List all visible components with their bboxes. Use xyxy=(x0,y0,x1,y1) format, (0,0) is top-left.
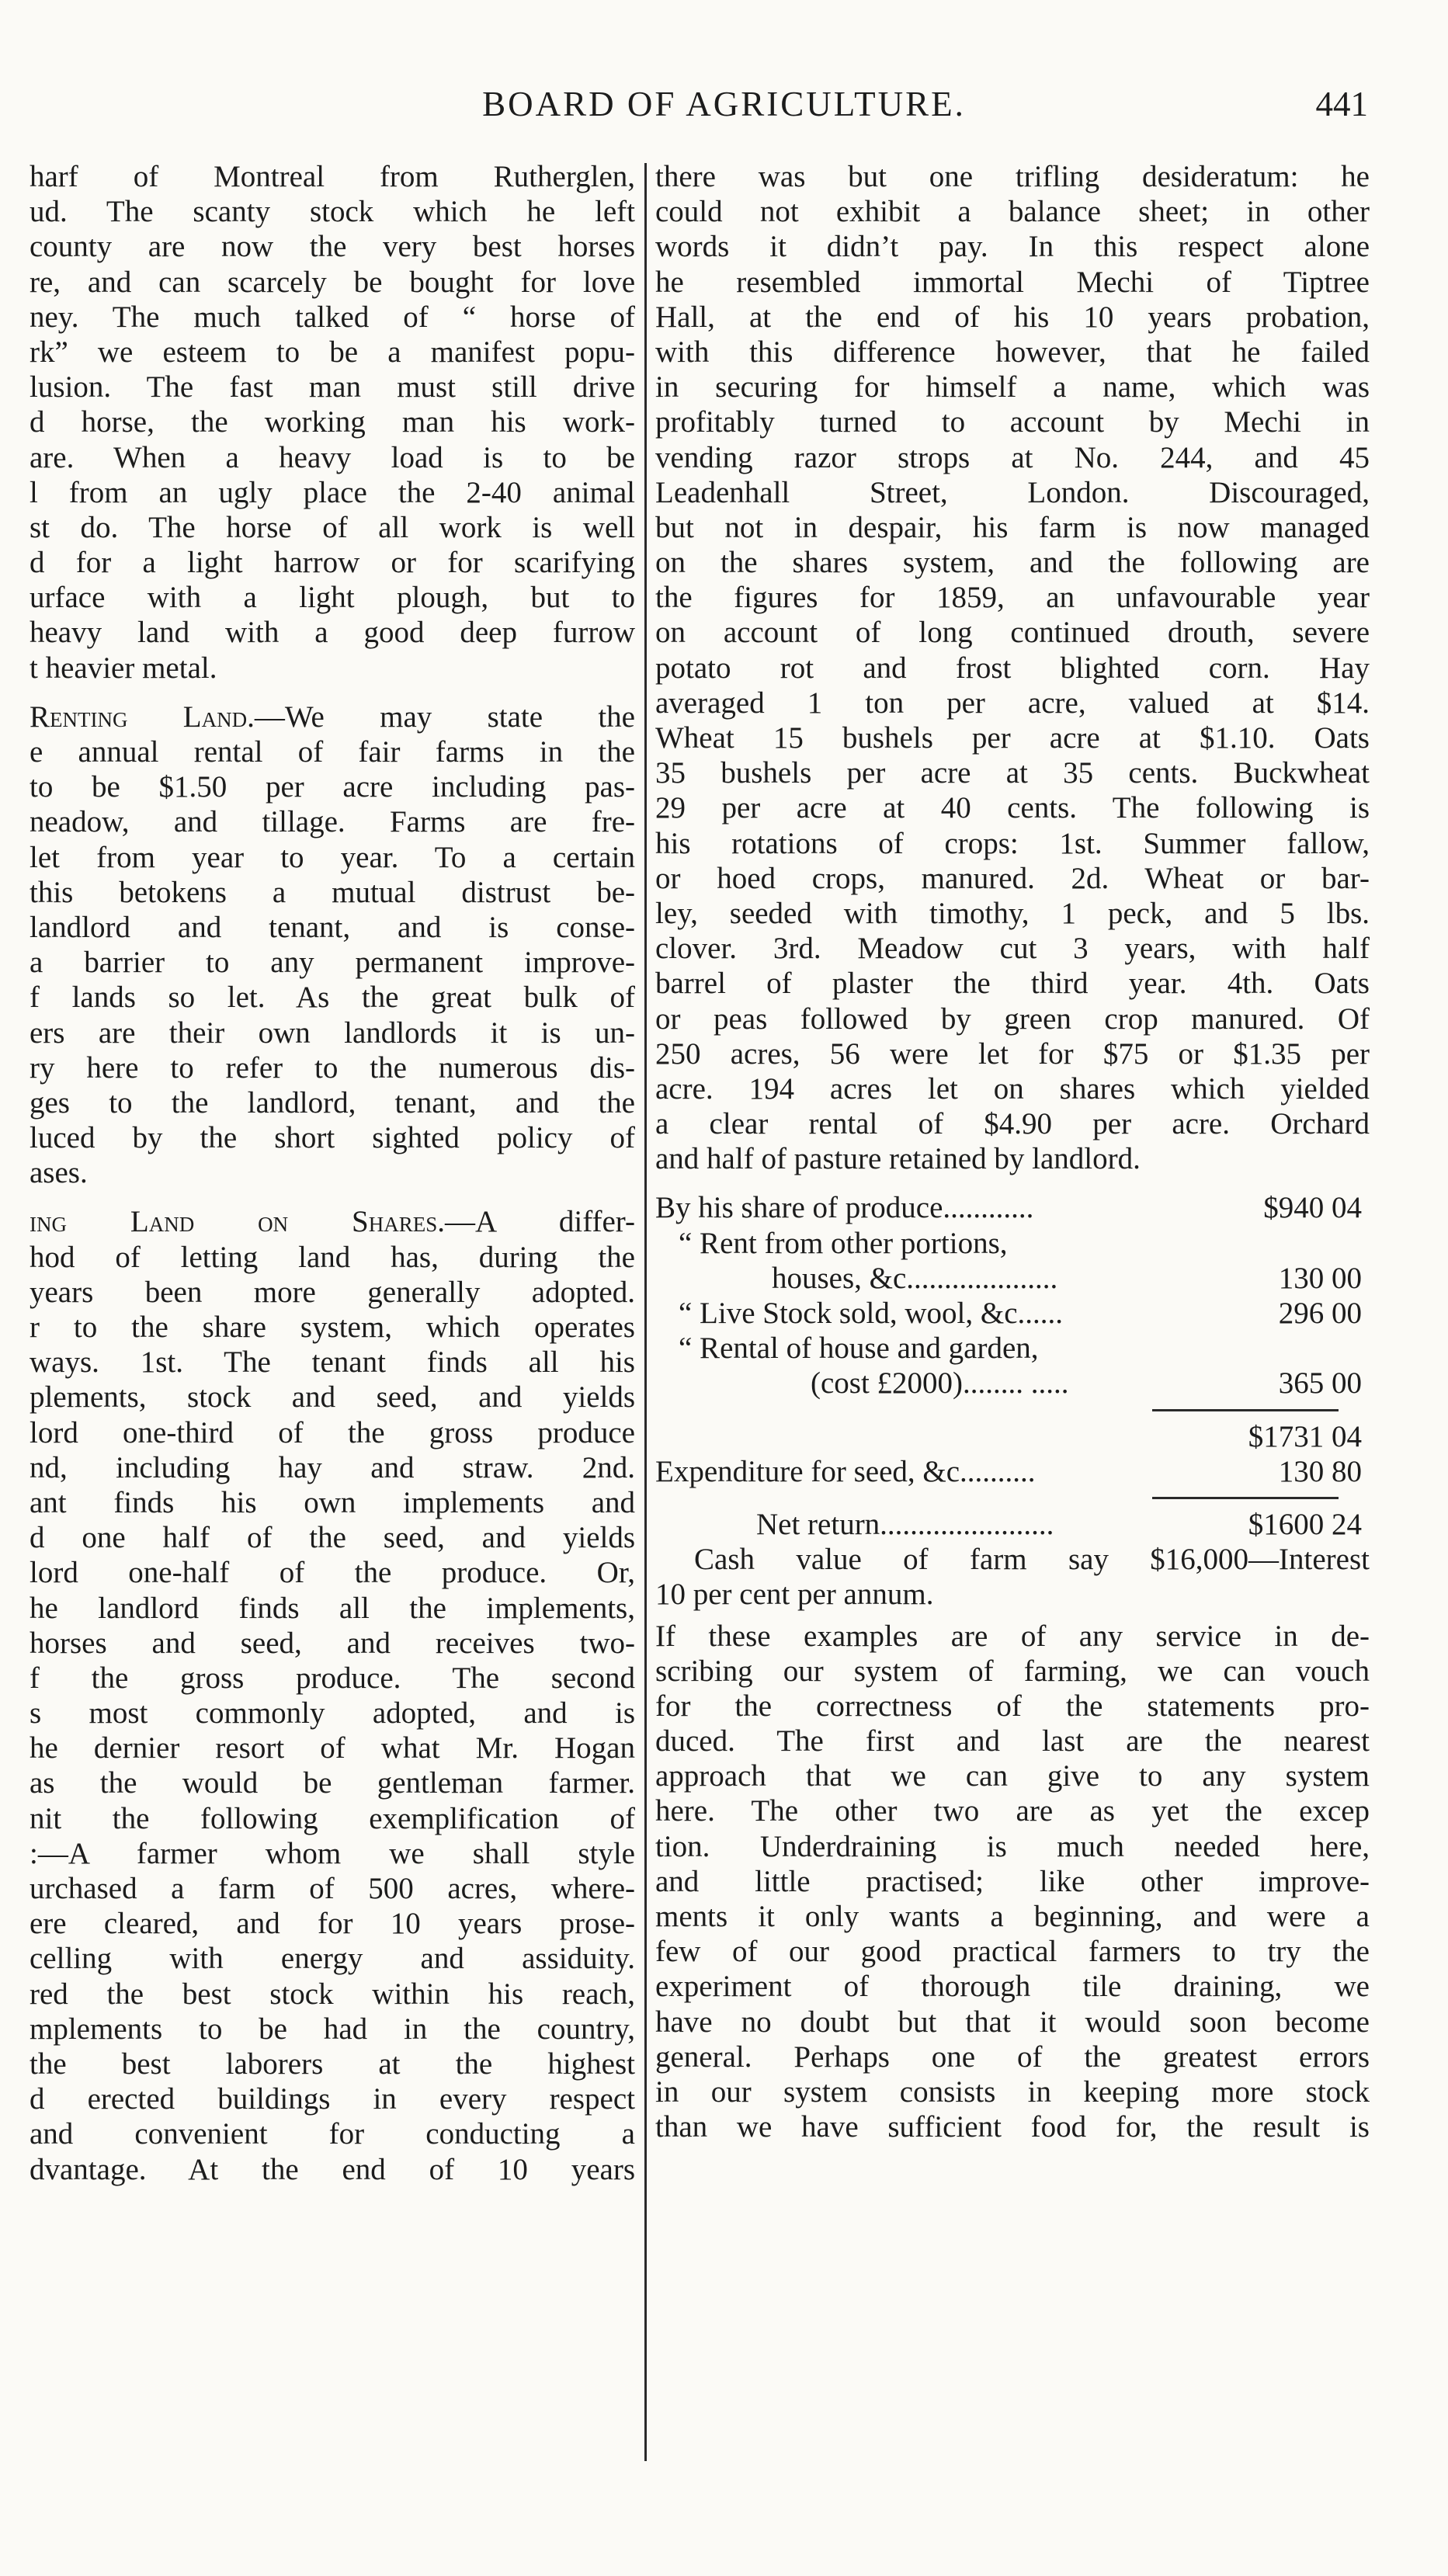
text-line: landlord and tenant, and is conse- xyxy=(30,910,635,944)
text-line: re, and can scarcely be bought for love xyxy=(30,265,635,299)
page-number: 441 xyxy=(1315,85,1368,123)
text-line: l from an ugly place the 2-40 animal xyxy=(30,475,635,509)
cash-value-line: 10 per cent per annum. xyxy=(655,1578,934,1612)
sum-rule xyxy=(1152,1497,1339,1499)
text-line: mplements to be had in the country, xyxy=(30,2012,635,2046)
text-line: years been more generally adopted. xyxy=(30,1275,635,1309)
left-paragraph-horses xyxy=(30,159,635,686)
text-line: averaged 1 ton per acre, valued at $14. xyxy=(655,686,1370,720)
text-line: scribing our system of farming, we can vouch xyxy=(655,1654,1370,1688)
text-line: the best laborers at the highest xyxy=(30,2047,635,2081)
cash-value-line: Cash value of farm say $16,000—Interest xyxy=(694,1543,1370,1577)
text-line: r to the share system, which operates xyxy=(30,1311,635,1344)
right-paragraph-conclusion xyxy=(655,1619,1370,2145)
text-line: and little practised; like other improve- xyxy=(655,1864,1370,1898)
text-line: d horse, the working man his work- xyxy=(30,405,635,439)
text-line: 35 bushels per acre at 35 cents. Buckwheat xyxy=(655,756,1370,790)
column-divider xyxy=(644,163,647,2461)
text-line: as the would be gentleman farmer. xyxy=(30,1766,635,1800)
left-column xyxy=(30,159,635,2187)
text-line: he dernier resort of what Mr. Hogan xyxy=(30,1731,635,1765)
text-line: f lands so let. As the great bulk of xyxy=(30,981,635,1015)
text-line: barrel of plaster the third year. 4th. Oats xyxy=(655,967,1370,1001)
text-line: duced. The first and last are the nearest xyxy=(655,1724,1370,1758)
text-line: have no doubt but that it would soon become xyxy=(655,2005,1370,2039)
text-line: plements, stock and seed, and yields xyxy=(30,1380,635,1415)
text-line: Wheat 15 bushels per acre at $1.10. Oats xyxy=(655,721,1370,755)
text-line: or hoed crops, manured. 2d. Wheat or bar- xyxy=(655,861,1370,895)
text-line: experiment of thorough tile draining, we xyxy=(655,1970,1370,2004)
text-line: the figures for 1859, an unfavourable year xyxy=(655,581,1370,615)
text-line: nit the following exemplification of xyxy=(30,1801,635,1835)
account-total: $1731 04 xyxy=(1248,1419,1362,1453)
left-paragraph-renting xyxy=(30,734,635,1190)
text-line: ry here to refer to the numerous dis- xyxy=(30,1050,635,1085)
text-line: in securing for himself a name, which was xyxy=(655,370,1370,404)
text-line: in our system consists in keeping more stock xyxy=(655,2074,1370,2109)
text-line: or peas followed by green crop manured. Of xyxy=(655,1002,1370,1036)
right-column xyxy=(655,159,1370,2144)
text-line: t heavier metal. xyxy=(30,651,217,685)
text-line: Leadenhall Street, London. Discouraged, xyxy=(655,475,1370,509)
text-line: harf of Montreal from Rutherglen, xyxy=(30,160,635,193)
text-line: e annual rental of fair farms in the xyxy=(30,735,635,769)
text-line: on the shares system, and the following are xyxy=(655,546,1370,580)
sum-rule xyxy=(1152,1409,1339,1411)
right-paragraph-farm xyxy=(655,159,1370,1176)
text-line: he landlord finds all the implements, xyxy=(30,1591,635,1625)
text-line: lord one-half of the produce. Or, xyxy=(30,1556,635,1590)
text-line: lusion. The fast man must still drive xyxy=(30,370,635,404)
text-line: a barrier to any permanent improve- xyxy=(30,946,635,980)
text-line: to be $1.50 per acre including pas- xyxy=(30,770,635,804)
text-line: 250 acres, 56 were let for $75 or $1.35 per xyxy=(655,1036,1370,1071)
text-line: d for a light harrow or for scarifying xyxy=(30,546,635,580)
text-line: ney. The much talked of “ horse of xyxy=(30,300,635,334)
text-line: words it didn’t pay. In this respect alone xyxy=(655,230,1370,264)
account-row: “ Live Stock sold, wool, &c...... 296 00 xyxy=(679,1297,1362,1330)
net-return-row: Net return....................... $1600 24 xyxy=(756,1507,1362,1541)
text-line: ments it only wants a beginning, and were a xyxy=(655,1900,1370,1933)
renting-land-heading: Renting Land. xyxy=(30,700,255,734)
text-line: few of our good practical farmers to try the xyxy=(655,1935,1370,1969)
expenditure-row: Expenditure for seed, &c.......... 130 80 xyxy=(655,1454,1362,1488)
text-line: dvantage. At the end of 10 years xyxy=(30,2152,635,2186)
text-line: he resembled immortal Mechi of Tiptree xyxy=(655,265,1370,299)
text-line: heavy land with a good deep furrow xyxy=(30,616,635,650)
text-line: on account of long continued drouth, severe xyxy=(655,616,1370,650)
farm-account-table xyxy=(655,1190,1370,1612)
text-line: 29 per acre at 40 cents. The following is xyxy=(655,791,1370,825)
text-line: and half of pasture retained by landlord. xyxy=(655,1142,1141,1176)
text-line: d erected buildings in every respect xyxy=(30,2082,635,2116)
account-row: “ Rent from other portions, xyxy=(679,1226,1008,1260)
text-line: horses and seed, and receives two- xyxy=(30,1626,635,1660)
text-line: this betokens a mutual distrust be- xyxy=(30,875,635,909)
text-line: acre. 194 acres let on shares which yielded xyxy=(655,1071,1370,1106)
text-line: urchased a farm of 500 acres, where- xyxy=(30,1872,635,1905)
text-line: Hall, at the end of his 10 years probation, xyxy=(655,300,1370,334)
text-line: are. When a heavy load is to be xyxy=(30,440,635,474)
text-line: f the gross produce. The second xyxy=(30,1661,635,1695)
text-line: ud. The scanty stock which he left xyxy=(30,195,635,229)
text-line: vending razor strops at No. 244, and 45 xyxy=(655,440,1370,474)
text-line: than we have sufficient food for, the result is xyxy=(655,2110,1370,2144)
text-line: ere cleared, and for 10 years prose- xyxy=(30,1907,635,1941)
text-line: s most commonly adopted, and is xyxy=(30,1696,635,1731)
account-row: “ Rental of house and garden, xyxy=(679,1331,1039,1366)
text-line: ases. xyxy=(30,1156,88,1190)
text-line: urface with a light plough, but to xyxy=(30,581,635,615)
text-line: but not in despair, his farm is now managed xyxy=(655,510,1370,544)
letting-on-shares-heading: ing Land on Shares. xyxy=(30,1205,445,1239)
text-line: red the best stock within his reach, xyxy=(30,1977,635,2011)
text-line: st do. The horse of all work is well xyxy=(30,510,635,544)
text-line: ant finds his own implements and xyxy=(30,1485,635,1519)
text-line: tion. Underdraining is much needed here, xyxy=(655,1829,1370,1863)
text-line: here. The other two are as yet the excep xyxy=(655,1794,1370,1828)
text-line: clover. 3rd. Meadow cut 3 years, with half xyxy=(655,932,1370,966)
text-line: ways. 1st. The tenant finds all his xyxy=(30,1345,635,1380)
left-paragraph-shares xyxy=(30,1240,635,2187)
text-line: ley, seeded with timothy, 1 peck, and 5 lbs. xyxy=(655,896,1370,930)
text-line: let from year to year. To a certain xyxy=(30,840,635,874)
text-line: could not exhibit a balance sheet; in other xyxy=(655,195,1370,229)
text-line: profitably turned to account by Mechi in xyxy=(655,405,1370,439)
text-line: his rotations of crops: 1st. Summer fallow, xyxy=(655,826,1370,860)
text-line: ges to the landlord, tenant, and the xyxy=(30,1085,635,1120)
page-header xyxy=(0,84,1448,146)
text-line: a clear rental of $4.90 per acre. Orchard xyxy=(655,1107,1370,1141)
text-line: If these examples are of any service in de- xyxy=(655,1619,1370,1653)
text-line: county are now the very best horses xyxy=(30,230,635,264)
text-line: lord one-third of the gross produce xyxy=(30,1415,635,1449)
text-line: luced by the short sighted policy of xyxy=(30,1121,635,1155)
text-line: nd, including hay and straw. 2nd. xyxy=(30,1450,635,1484)
account-row: (cost £2000)........ ..... 365 00 xyxy=(811,1366,1362,1401)
text-line: :—A farmer whom we shall style xyxy=(30,1836,635,1870)
text-line: ers are their own landlords it is un- xyxy=(30,1015,635,1050)
account-row: By his share of produce............ $940 04 xyxy=(655,1191,1362,1225)
text-line: approach that we can give to any system xyxy=(655,1759,1370,1793)
text-line: general. Perhaps one of the greatest errors xyxy=(655,2040,1370,2074)
account-total-row xyxy=(655,1419,1370,1454)
text-line: d one half of the seed, and yields xyxy=(30,1521,635,1555)
text-line: neadow, and tillage. Farms are fre- xyxy=(30,805,635,839)
shares-line: ing Land on Shares.—A differ- xyxy=(30,1205,635,1239)
text-line: for the correctness of the statements pro- xyxy=(655,1689,1370,1723)
account-row: houses, &c.................... 130 00 xyxy=(772,1261,1362,1295)
text-line: there was but one trifling desideratum: he xyxy=(655,160,1370,193)
text-line: potato rot and frost blighted corn. Hay xyxy=(655,651,1370,685)
running-title: BOARD OF AGRICULTURE. xyxy=(482,85,966,123)
text-line: and convenient for conducting a xyxy=(30,2117,635,2151)
text-line: hod of letting land has, during the xyxy=(30,1240,635,1274)
text-line: with this difference however, that he failed xyxy=(655,335,1370,369)
text-line: celling with energy and assiduity. xyxy=(30,1942,635,1976)
text-line: rk” we esteem to be a manifest popu- xyxy=(30,335,635,369)
renting-land-line: Renting Land.—We may state the xyxy=(30,700,635,734)
